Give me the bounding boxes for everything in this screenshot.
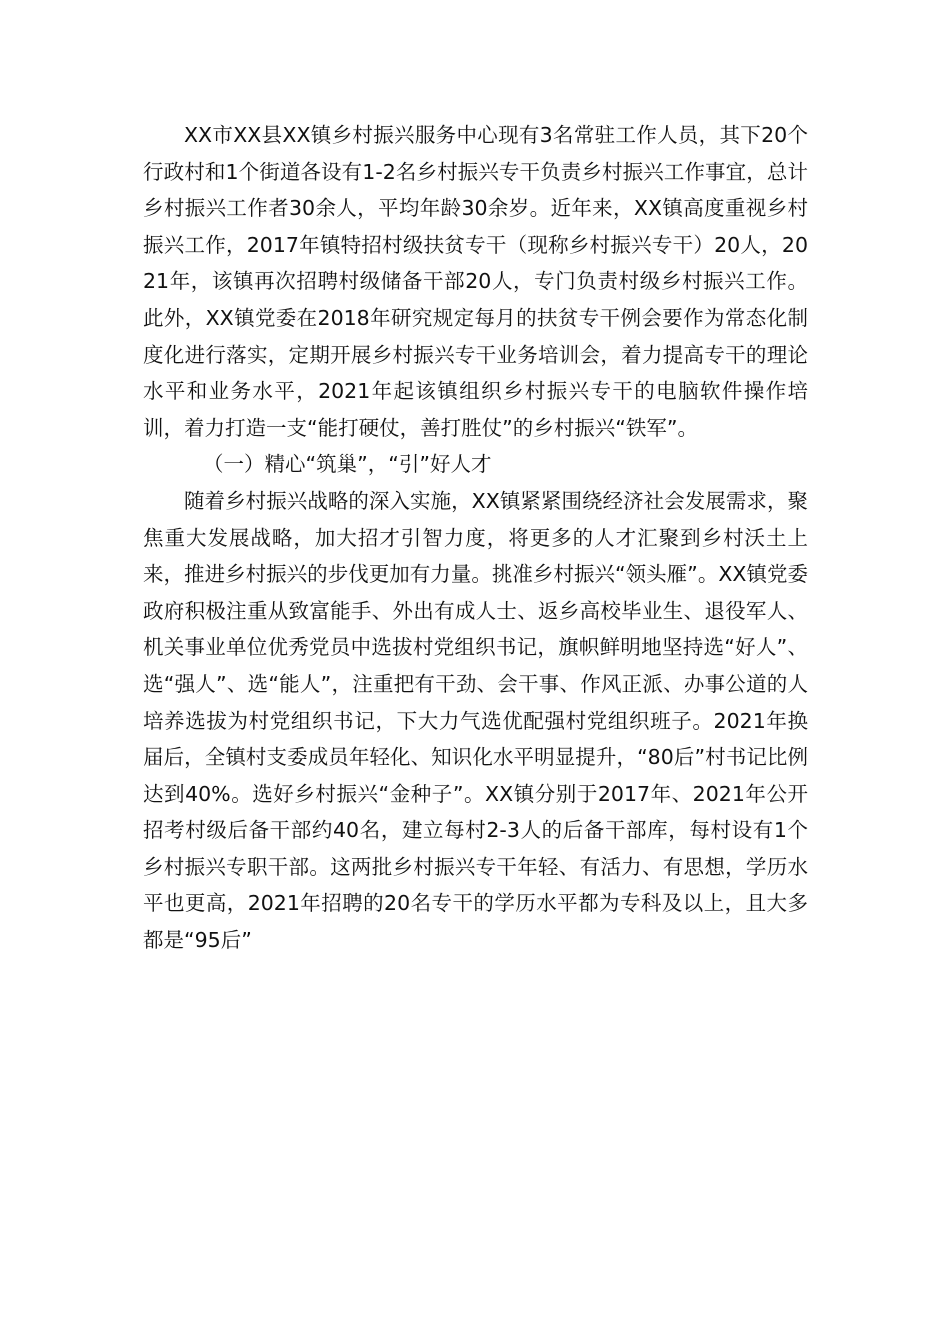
paragraph-talent: 随着乡村振兴战略的深入实施，XX镇紧紧围绕经济社会发展需求，聚焦重大发展战略，加大招才引智力度，将更多的人才汇聚到乡村沃土上来，推进乡村振兴的步伐更加有力量。挑准乡村振兴“领头雁”。XX镇党委政府积极注重从致富能手、外出有成人士、返乡高校毕业生、退役军人、机关事业单位优秀党员中选拔村党组织书记，旗帜鲜明地坚持选“好人”、选“强人”、选“能人”，注重把有干劲、会干事、作风正派、办事公道的人培养选拔为村党组织书记，下大力气选优配强村党组织班子。2021年换届后，全镇村支委成员年轻化、知识化水平明显提升，“80后”村书记比例达到40%。选好乡村振兴“金种子”。XX镇分别于2017年、2021年公开招考村级后备干部约40名，建立每村2-3人的后备干部库，每村设有1个乡村振兴专职干部。这两批乡村振兴专干年轻、有活力、有思想，学历水平也更高，2021年招聘的20名专干的学历水平都为专科及以上，且大多都是“95后”: [143, 488, 808, 953]
document-body: [143, 117, 808, 959]
section-heading: （一）精心“筑巢”，“引”好人才: [203, 452, 492, 477]
paragraph-intro: XX市XX县XX镇乡村振兴服务中心现有3名常驻工作人员，其下20个行政村和1个街道各设有1-2名乡村振兴专干负责乡村振兴工作事宜，总计乡村振兴工作者30余人，平均年龄30余岁。近年来，XX镇高度重视乡村振兴工作，2017年镇特招村级扶贫专干（现称乡村振兴专干）20人，2021年，该镇再次招聘村级储备干部20人，专门负责村级乡村振兴工作。此外，XX镇党委在2018年研究规定每月的扶贫专干例会要作为常态化制度化进行落实，定期开展乡村振兴专干业务培训会，着力提高专干的理论水平和业务水平，2021年起该镇组织乡村振兴专干的电脑软件操作培训，着力打造一支“能打硬仗，善打胜仗”的乡村振兴“铁军”。: [143, 123, 808, 440]
